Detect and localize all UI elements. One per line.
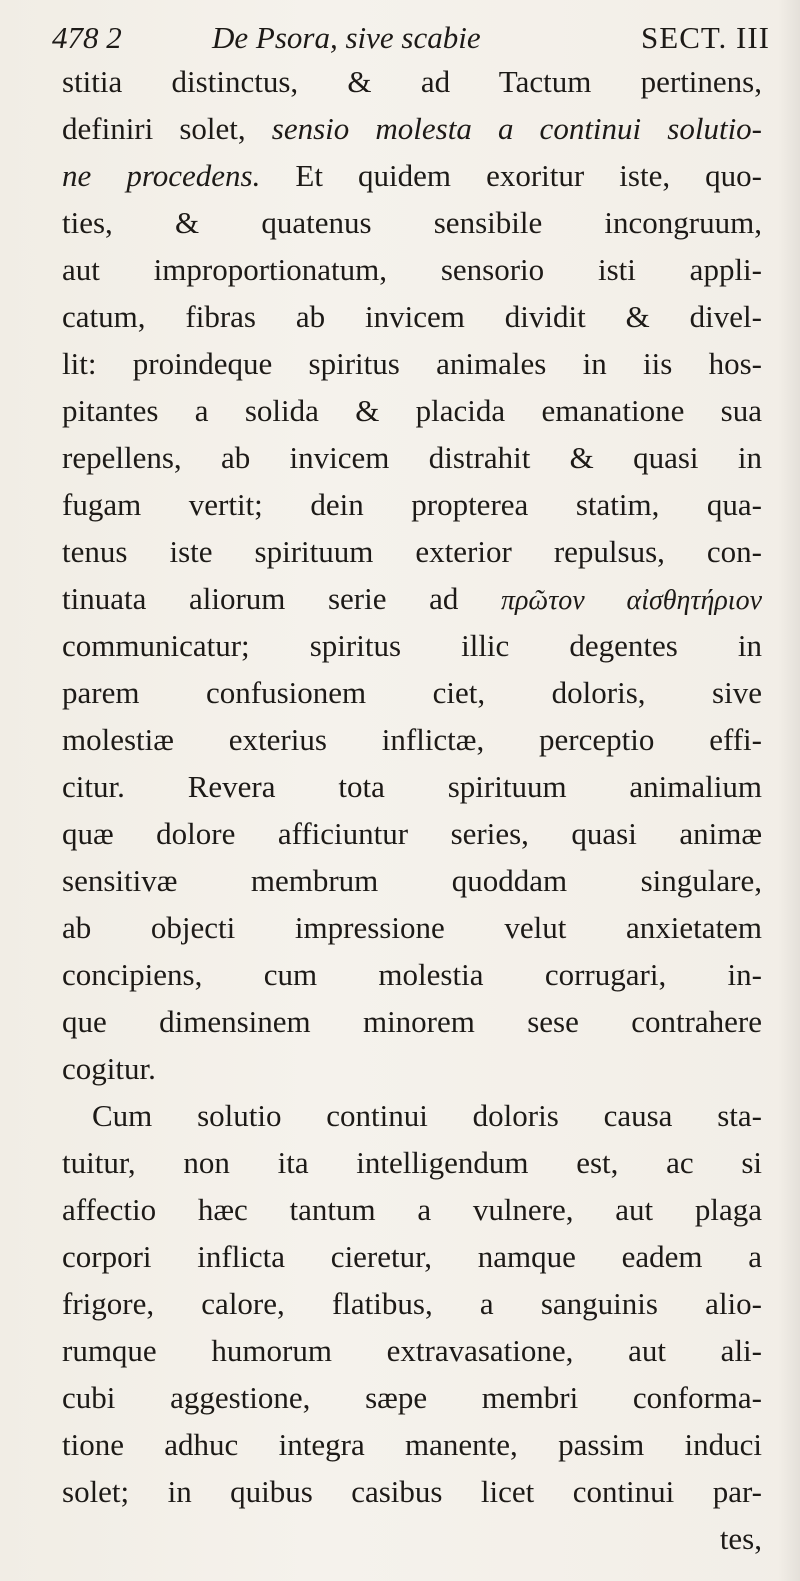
text-line: solet; in quibus casibus licet continui par- xyxy=(62,1474,762,1509)
text-line: stitia distinctus, & ad Tactum pertinens, xyxy=(62,64,762,99)
text-line xyxy=(62,105,762,152)
italic-definition: sensio molesta a continui solutio- xyxy=(271,111,762,146)
text-line: tenus iste spirituum exterior repulsus, con- xyxy=(62,534,762,569)
text-line: catum, fibras ab invicem dividit & divel- xyxy=(62,299,762,334)
text-line: tione adhuc integra manente, passim induci xyxy=(62,1427,762,1462)
text-line: frigore, calore, flatibus, a sanguinis alio- xyxy=(62,1286,762,1321)
text-line: corpori inflicta cieretur, namque eadem a xyxy=(62,1239,762,1274)
text-line: communicatur; spiritus illic degentes in xyxy=(62,628,762,663)
text-line: cogitur. xyxy=(62,1051,156,1086)
running-title: De Psora, sive scabie xyxy=(212,20,481,55)
text-line: parem confusionem ciet, doloris, sive xyxy=(62,675,762,710)
section-label: SECT. III xyxy=(641,20,770,55)
text-line: tuitur, non ita intelligendum est, ac si xyxy=(62,1145,762,1180)
text-line: repellens, ab invicem distrahit & quasi in xyxy=(62,440,762,475)
page-edge-shadow xyxy=(778,0,800,1581)
text-line: lit: proindeque spiritus animales in iis hos- xyxy=(62,346,762,381)
text-fragment: tinuata aliorum serie ad xyxy=(62,581,501,616)
text-line: aut improportionatum, sensorio isti appli- xyxy=(62,252,762,287)
italic-fragment: ne procedens. xyxy=(62,158,261,193)
page-number: 478 2 xyxy=(52,20,122,55)
text-line: sensitivæ membrum quoddam singulare, xyxy=(62,863,762,898)
text-line: citur. Revera tota spirituum animalium xyxy=(62,769,762,804)
greek-phrase: πρῶτον αἰσθητήριον xyxy=(500,585,762,616)
text-line: pitantes a solida & placida emanatione sua xyxy=(62,393,762,428)
text-line xyxy=(62,575,762,622)
text-line: affectio hæc tantum a vulnere, aut plaga xyxy=(62,1192,762,1227)
paragraph-start-line: Cum solutio continui doloris causa sta- xyxy=(92,1098,762,1133)
text-line: cubi aggestione, sæpe membri conforma- xyxy=(62,1380,762,1415)
text-line xyxy=(62,152,762,199)
text-line: fugam vertit; dein propterea statim, qua- xyxy=(62,487,762,522)
text-fragment: Et quidem exoritur iste, quo- xyxy=(260,158,762,193)
text-line: que dimensinem minorem sese contrahere xyxy=(62,1004,762,1039)
text-line: molestiæ exterius inflictæ, perceptio effi- xyxy=(62,722,762,757)
text-line: ties, & quatenus sensibile incongruum, xyxy=(62,205,762,240)
text-line: rumque humorum extravasatione, aut ali- xyxy=(62,1333,762,1368)
text-line: quæ dolore afficiuntur series, quasi animæ xyxy=(62,816,762,851)
catchword: tes, xyxy=(719,1521,762,1556)
text-line: ab objecti impressione velut anxietatem xyxy=(62,910,762,945)
text-line: concipiens, cum molestia corrugari, in- xyxy=(62,957,762,992)
running-header xyxy=(52,18,770,58)
text-fragment: definiri solet, xyxy=(62,111,272,146)
body-text xyxy=(62,58,762,1562)
